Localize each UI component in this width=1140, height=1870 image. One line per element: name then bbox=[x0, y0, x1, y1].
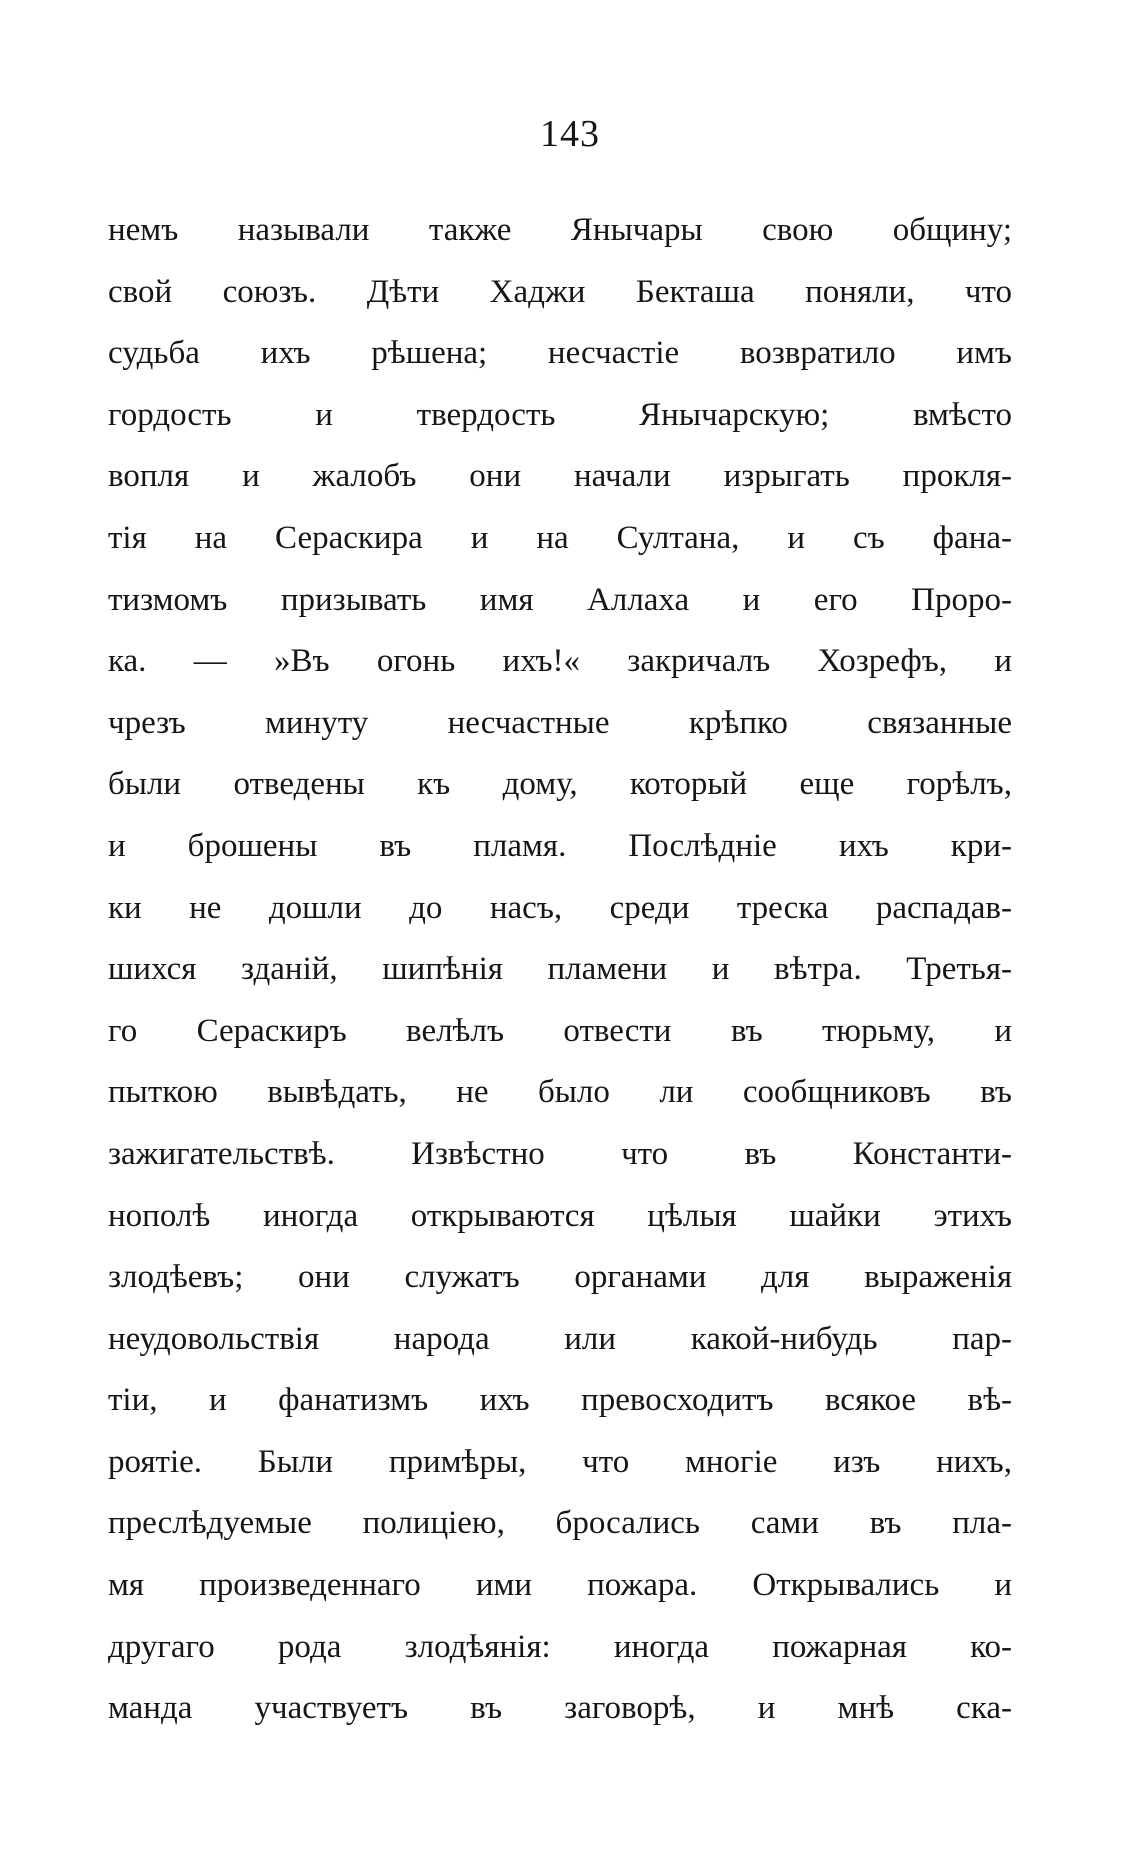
text-line: го Сераскиръ велѣлъ отвести въ тюрьму, и bbox=[108, 1012, 1012, 1049]
text-line: и брошены въ пламя. Послѣдніе ихъ кри- bbox=[108, 827, 1012, 864]
text-line: манда участвуетъ въ заговорѣ, и мнѣ ска- bbox=[108, 1690, 1012, 1727]
text-line: были отведены къ дому, который еще горѣлъ, bbox=[108, 766, 1012, 803]
text-line: свой союзъ. Дѣти Хаджи Бекташа поняли, что bbox=[108, 273, 1012, 310]
text-line: вопля и жалобъ они начали изрыгать прокля- bbox=[108, 458, 1012, 495]
text-line: неудовольствія народа или какой-нибудь пар- bbox=[108, 1320, 1012, 1357]
text-line: роятіе. Были примѣры, что многіе изъ нихъ, bbox=[108, 1443, 1012, 1480]
text-line: судьба ихъ рѣшена; несчастіе возвратило имъ bbox=[108, 335, 1012, 372]
text-line: ка. — »Въ огонь ихъ!« закричалъ Хозрефъ, и bbox=[108, 643, 1012, 680]
text-line: гордость и твердость Янычарскую; вмѣсто bbox=[108, 396, 1012, 433]
text-line: немъ называли также Янычары свою общину; bbox=[108, 212, 1012, 248]
text-line: шихся зданій, шипѣнія пламени и вѣтра. Третья- bbox=[108, 951, 1012, 988]
text-line: зажигательствѣ. Извѣстно что въ Константи- bbox=[108, 1135, 1012, 1172]
text-line: тіи, и фанатизмъ ихъ превосходитъ всякое вѣ- bbox=[108, 1382, 1012, 1419]
text-line: пыткою вывѣдать, не было ли сообщниковъ въ bbox=[108, 1074, 1012, 1111]
text-line: чрезъ минуту несчастные крѣпко связанные bbox=[108, 704, 1012, 741]
text-line: мя произведеннаго ими пожара. Открывались и bbox=[108, 1567, 1012, 1604]
page-number: 143 bbox=[540, 113, 600, 155]
text-line: нополѣ иногда открываются цѣлыя шайки этихъ bbox=[108, 1197, 1012, 1234]
text-line: ки не дошли до насъ, среди треска распадав- bbox=[108, 889, 1012, 926]
text-line: тизмомъ призывать имя Аллаха и его Проро- bbox=[108, 581, 1012, 618]
text-line: преслѣдуемые полиціею, бросались сами въ пла- bbox=[108, 1505, 1012, 1542]
text-line: злодѣевъ; они служатъ органами для выраженія bbox=[108, 1259, 1012, 1296]
text-line: другаго рода злодѣянія: иногда пожарная ко- bbox=[108, 1628, 1012, 1665]
text-line: тія на Сераскира и на Султана, и съ фана- bbox=[108, 519, 1012, 556]
body-text bbox=[108, 200, 1012, 1740]
